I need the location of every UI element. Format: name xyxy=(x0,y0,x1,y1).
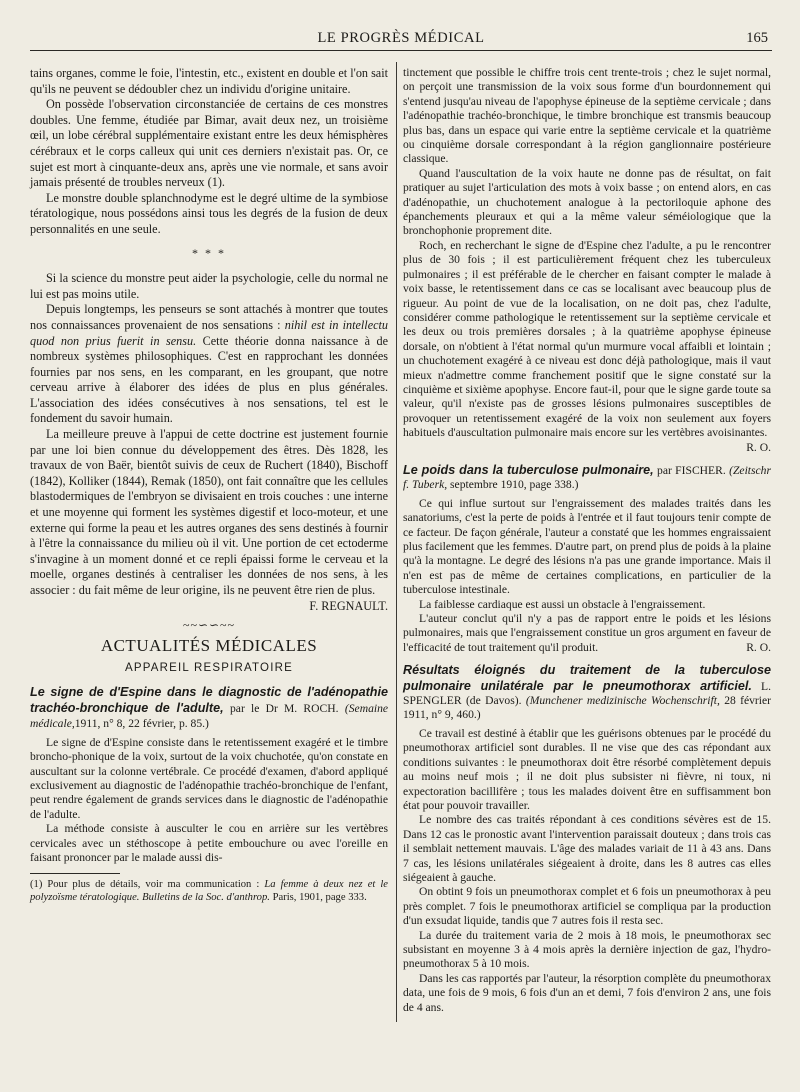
journal-title: LE PROGRÈS MÉDICAL xyxy=(317,30,485,46)
paragraph: Le nombre des cas traités répondant à ces conditions sévères est de 15. Dans 12 cas le pronostic avant l'intervention paraissait douteux ; dans trois cas il semblait nettement mauvais. L'âge des malades variait de 11 à 43 ans. Dans 7 cas, les lésions unilatérales siégeaient à droite, dans les 8 autres cas elles siégeaient à gauche. xyxy=(403,813,771,884)
author-signature: R. O. xyxy=(746,440,771,454)
article-reference: septembre 1910, page 338.) xyxy=(450,478,579,492)
paragraph-text: La meilleure preuve à l'appui de cette doctrine est justement fournie par une loi bien connue du développement des êtres. Dès 1828, les travaux de von Baër, bientôt suivis de ceux de Ruchert (1840), Bischoff (1842), Kolliker (1844), Remak (1850), ont fait connaître que les cellules blastodermiques de l'embryon se divisaient en trois couches : une interne et une moyenne qui forment les systèmes digestif et loco-moteur, et une externe qui forme la peau et les autres organes des sens destinés à fournir à l'être la connaissance du milieu où il vit. Une portion de cet ectoderme s'invagine à un moment donné et ce repli épaissi forme le cerveau et la moelle, organes destinés à centraliser les données de nos sens, à les associer : du fait même de leur origine, ils ne peuvent être rien de plus. xyxy=(30,427,388,597)
article-reference: par le Dr M. ROCH. xyxy=(230,701,339,715)
footnote-text: (1) Pour plus de détails, voir ma communication : xyxy=(30,879,260,891)
article-heading xyxy=(403,463,771,493)
journal-name: (Munchener medizinische Wochenschrift, xyxy=(525,694,720,708)
footnote-rule xyxy=(30,873,120,874)
paragraph: Ce qui influe surtout sur l'engraissement des malades traités dans les sanatoriums, c'est la perte de poids à l'entrée et il faut toujours tenir compte de ce facteur. De façon générale, l'auteur a constaté que les hommes engraissaient plus facilement que les femmes. D'autre part, on prend plus de poids à la plaine qu'à la montagne. Le degré des lésions n'a pas une grande importance. Mais il n'en est pas de même de certaines complications, en particulier de la tuberculose intestinale. xyxy=(403,496,771,597)
footnote xyxy=(30,878,388,904)
article-reference: 1911, n° 8, 22 février, p. 85.) xyxy=(74,717,209,731)
paragraph: Le monstre double splanchnodyme est le degré ultime de la symbiose tératologique, nous possédons ainsi tous les degrés de la fusion de deux personnalités en une seule. xyxy=(30,190,388,236)
paragraph: Si la science du monstre peut aider la psychologie, celle du normal ne lui est pas moins utile. xyxy=(30,271,388,301)
footnote-reference: La femme à deux nez et le polyzoïsme tératologique. Bulletins de la Soc. d'anthrop. xyxy=(30,879,389,904)
paragraph: Ce travail est destiné à établir que les guérisons obtenues par le procédé du pneumothorax artificiel sont durables. Il ne vise que des cas répondant aux conditions suivantes : le pneumothorax doit être résorbé complètement depuis au moins neuf mois ; il ne doit plus subsister ni fièvre, ni toux, ni expectoration bacillifère ; tous les malades doivent être en suffisamment bon état pour pouvoir travailler. xyxy=(403,726,771,812)
page-header xyxy=(30,22,772,51)
paragraph: La méthode consiste à ausculter le cou en arrière sur les vertèbres cervicales avec un stéthoscope à petite embouchure ou avec l'oreille en faisant prononcer par le malade aussi dis- xyxy=(30,822,388,864)
paragraph xyxy=(30,427,388,613)
author-signature: F. REGNAULT. xyxy=(309,598,388,613)
article-reference: L. SPENGLER (de Davos). xyxy=(403,679,771,708)
article-reference: 28 février 1911, n° 9, 460.) xyxy=(403,694,772,722)
page-number: 165 xyxy=(746,30,768,46)
article-title: Résultats éloignés du traitement de la tuberculose pulmonaire unilatérale par le pneumothorax artificiel. xyxy=(403,663,771,693)
latin-quote: nihil est in intellectu quod non prius fuerit in sensu. xyxy=(30,317,388,348)
article-reference: par FISCHER. xyxy=(657,463,726,477)
paragraph: La durée du traitement varia de 2 mois à 18 mois, le pneumothorax sec subsistant en moyenne 3 à 4 mois après la dernière injection de gaz, l'hydro-pneumothorax 5 à 10 mois. xyxy=(403,928,771,971)
paragraph: Quand l'auscultation de la voix haute ne donne pas de résultat, on fait pratiquer au sujet l'articulation des mots à voix basse ; on entend alors, en cas d'adénopathie, un chuchotement analogue à la pectoriloquie aphone des épanchements pleuraux et qui a la même valeur séméiologique que la bronchophonie proprement dite. xyxy=(403,166,771,238)
paragraph: Le signe de d'Espine consiste dans le retentissement exagéré et le timbre broncho-phonique de la voix, surtout de la voix chuchotée, qu'on constate en auscultant sur la colonne vertébrale. Ce procédé d'examen, d'abord appliqué exclusivement au diagnostic de l'adénopathie trachéo-bronchique de l'enfant, peut rendre également de grands services dans le diagnostic de l'adénopathie de l'adulte. xyxy=(30,735,388,821)
footnote-text: Paris, 1901, page 333. xyxy=(272,892,367,904)
article-heading xyxy=(30,685,388,732)
paragraph: tains organes, comme le foie, l'intestin, etc., existent en double et l'on sait qu'ils ne peuvent se dédoubler chez un individu d'origine unitaire. xyxy=(30,66,388,96)
paragraph xyxy=(403,238,771,454)
column-divider xyxy=(396,62,397,1022)
paragraph: On obtint 9 fois un pneumothorax complet et 6 fois un pneumothorax à peu près complet. 7 fois le pneumothorax artificiel se compliqua par la production d'un exsudat liquide, tandis que 7 autres fois il resta sec. xyxy=(403,885,771,928)
left-column xyxy=(30,66,388,904)
subsection-title: APPAREIL RESPIRATOIRE xyxy=(125,662,293,675)
section-title: ACTUALITÉS MÉDICALES xyxy=(100,635,318,655)
right-column xyxy=(403,66,771,1015)
article-heading xyxy=(403,663,771,723)
paragraph xyxy=(403,612,771,655)
section-ornament: * * * xyxy=(192,245,226,260)
author-signature: R. O. xyxy=(746,640,771,654)
paragraph xyxy=(30,302,388,427)
paragraph: Dans les cas rapportés par l'auteur, la résorption complète du pneumothorax data, une fois de 9 mois, 6 fois d'un an et demi, 7 fois d'environ 2 ans, une fois de 4 ans. xyxy=(403,971,771,1014)
ornamental-divider: ~~∽∽~~ xyxy=(182,618,236,633)
paragraph: La faiblesse cardiaque est aussi un obstacle à l'engraissement. xyxy=(419,597,706,611)
paragraph: On possède l'observation circonstanciée de certains de ces monstres doubles. Une femme, étudiée par Bimar, avait deux nez, un troisième œil, un lobe cérébral supplémentaire existant entre les deux hémisphères cérébraux et le corps calleux qui unit ces derniers n'existait pas. Or, ce sujet est mort à cinquante-deux ans, après une vie normale, et sans avoir jamais présenté de troubles nerveux (1). xyxy=(30,97,388,190)
journal-name: (Semaine médicale, xyxy=(30,701,389,731)
article-title: Le poids dans la tuberculose pulmonaire, xyxy=(403,462,654,477)
paragraph-text: Depuis longtemps, les penseurs se sont attachés à montrer que toutes nos connaissances provenaient de nos sensations : xyxy=(30,302,388,332)
paragraph-text: Roch, en recherchant le signe de d'Espine chez l'adulte, a pu le rencontrer plus de 30 fois ; il est particulièrement fréquent chez les tuberculeux pulmonaires ; il est préférable de le chercher en faisant compter le malade à voix basse, le retentissement dans ce cas se localisant avec beaucoup plus de rigueur. Au point de vue de la localisation, on ne doit pas, chez l'adulte, considérer comme pathologique le retentissement sur la septième cervicale et les deux ou trois premières dorsales ; à la quatrième apophyse épineuse dorsale, on n'obtient à l'état normal qu'un murmure vocal affaibli et lointain ; un chuchotement exagéré à ce niveau est donc déjà pathologique, mais il vaut mieux n'admettre comme franchement positif que le signe constaté sur la cinquième et sixième apophyse. Encore faut-il, pour que le signe garde toute sa valeur, qu'il n'existe pas de grosses lésions pulmonaires susceptibles de provoquer un retentissement exagéré de la voix non seulement aux foyers habituels d'auscultation pulmonaire mais encore sur les vertèbres avoisinantes. xyxy=(403,238,771,440)
paragraph-text: L'auteur conclut qu'il n'y a pas de rapport entre le poids et les lésions pulmonaires, mais que l'engraissement constitue un gros argument en faveur de l'efficacité de tout traitement qu'il produit. xyxy=(403,612,771,654)
article-title: Le signe de d'Espine dans le diagnostic de l'adénopathie trachéo-bronchique de l'adulte, xyxy=(30,684,388,715)
journal-name: (Zeitschr f. Tuberk, xyxy=(403,463,771,492)
paragraph: tinctement que possible le chiffre trois cent trente-trois ; chez le sujet normal, on perçoit une transmission de la voix sous forme d'un bourdonnement qui s'entend jusqu'au niveau de l'apophyse épineuse de la septième cervicale ; dans l'adénopathie trachéo-bronchique, le timbre bronchique est transmis beaucoup plus bas, dans un espace qui varie entre la septième cervicale et la quatrième ou cinquième dorsale correspondant à la région ganglionnaire postérieure classique. xyxy=(403,66,771,166)
paragraph-text: Cette théorie donna naissance à de nombreux systèmes philosophiques. C'est en rapprochant les données fournies par nos sens, en les comparant, en les groupant, que notre cerveau arrive à élaborer des idées de plus en plus générales. L'association des idées consécutives à nos sensations, tel est le fondement du savoir humain. xyxy=(30,333,389,426)
